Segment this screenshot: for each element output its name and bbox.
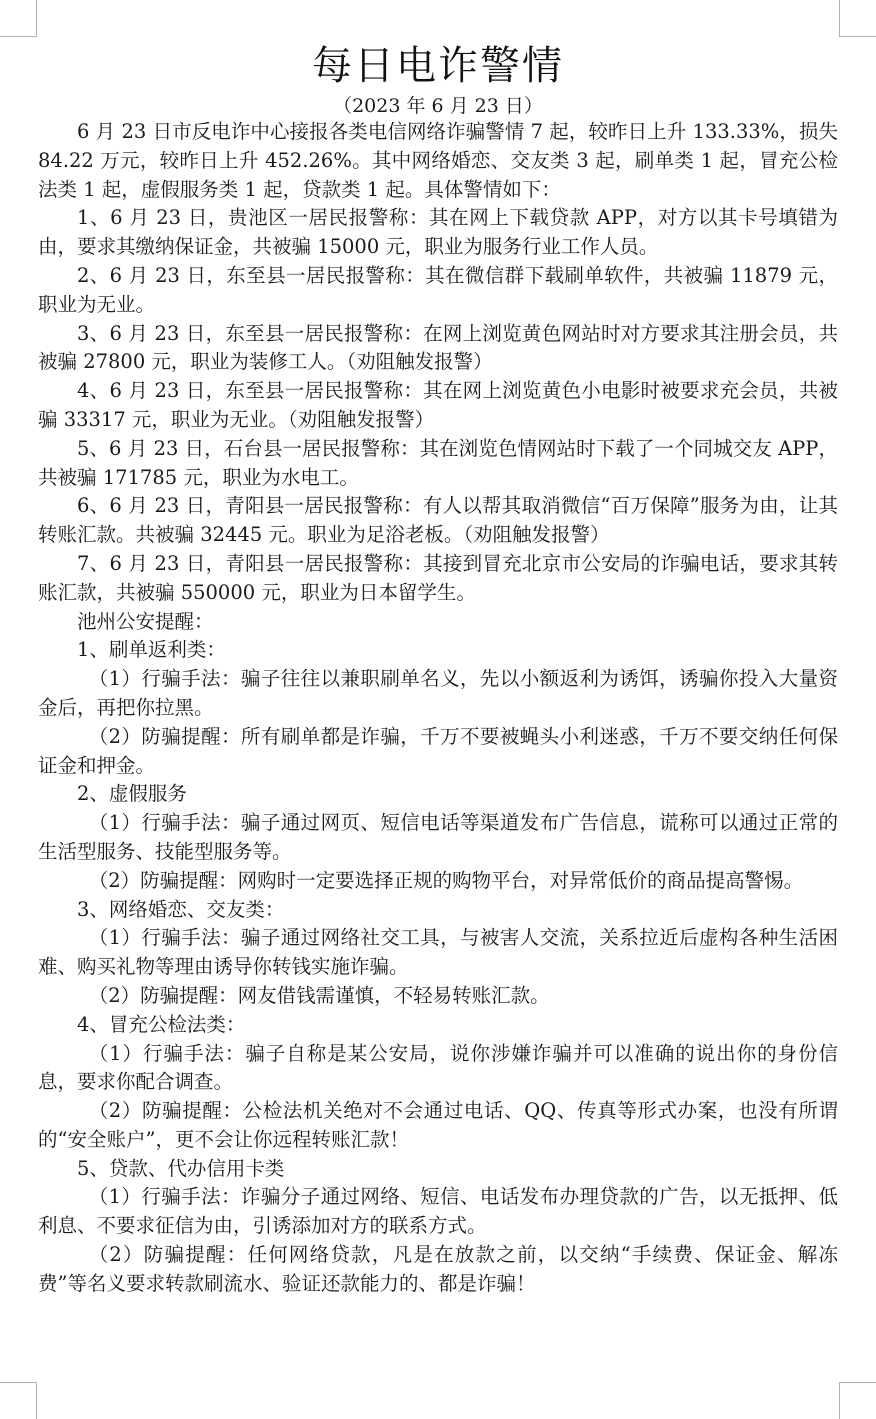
case-item: 5、6 月 23 日，石台县一居民报警称：其在浏览色情网站时下载了一个同城交友 APP，共被骗 171785 元，职业为水电工。 — [38, 436, 838, 489]
tip-heading: 2、虚假服务 — [77, 782, 187, 806]
tip-heading: 3、网络婚恋、交友类： — [77, 897, 285, 921]
tip-method: （1）行骗手法：诈骗分子通过网络、短信、电话发布办理贷款的广告，以无抵押、低利息、不要求征信为由，引诱添加对方的联系方式。 — [38, 1185, 838, 1238]
tip-heading: 1、刷单返利类： — [77, 638, 226, 662]
crop-mark-bottom-right — [839, 1382, 876, 1419]
tip-advice: （2）防骗提醒：公检法机关绝对不会通过电话、QQ、传真等形式办案，也没有所谓的“安全账户”，更不会让你远程转账汇款！ — [38, 1099, 838, 1151]
crop-mark-top-right — [839, 0, 876, 37]
case-item: 3、6 月 23 日，东至县一居民报警称：在网上浏览黄色网站时对方要求其注册会员，共被骗 27800 元，职业为装修工人。（劝阻触发报警） — [38, 321, 838, 374]
case-item: 1、6 月 23 日，贵池区一居民报警称：其在网上下载贷款 APP，对方以其卡号填错为由，要求其缴纳保证金，共被骗 15000 元，职业为服务行业工作人员。 — [38, 206, 838, 259]
tip-advice: （2）防骗提醒：网友借钱需谨慎，不轻易转账汇款。 — [88, 983, 550, 1007]
crop-mark-top-left — [0, 0, 37, 37]
reminder-heading: 池州公安提醒： — [77, 609, 214, 633]
document-body — [38, 118, 838, 1299]
case-item: 7、6 月 23 日，青阳县一居民报警称：其接到冒充北京市公安局的诈骗电话，要求其转账汇款，共被骗 550000 元，职业为日本留学生。 — [38, 551, 838, 604]
document-title: 每日电诈警情 — [312, 43, 564, 89]
case-item: 2、6 月 23 日，东至县一居民报警称：其在微信群下载刷单软件，共被骗 11879 元，职业为无业。 — [38, 263, 838, 316]
case-item: 4、6 月 23 日，东至县一居民报警称：其在网上浏览黄色小电影时被要求充会员，共被骗 33317 元，职业为无业。（劝阻触发报警） — [38, 379, 838, 431]
tip-heading: 5、贷款、代办信用卡类 — [77, 1156, 285, 1180]
tip-heading: 4、冒充公检法类： — [77, 1012, 246, 1036]
tip-method: （1）行骗手法：骗子通过网页、短信电话等渠道发布广告信息，谎称可以通过正常的生活型服务、技能型服务等。 — [38, 811, 838, 863]
tip-advice: （2）防骗提醒：所有刷单都是诈骗，千万不要被蝇头小利迷惑，千万不要交纳任何保证金和押金。 — [38, 724, 838, 777]
summary-paragraph: 6 月 23 日市反电诈中心接报各类电信网络诈骗警情 7 起，较昨日上升 133.33%，损失 84.22 万元，较昨日上升 452.26%。其中网络婚恋、交友类 3 起，刷单类 1 起，冒充公检法类 1 起，虚假服务类 1 起，贷款类 1 起。具体警情如下： — [38, 120, 838, 201]
tip-advice: （2）防骗提醒：任何网络贷款，凡是在放款之前，以交纳“手续费、保证金、解冻费”等名义要求转款刷流水、验证还款能力的、都是诈骗！ — [38, 1243, 838, 1295]
crop-mark-bottom-left — [0, 1382, 37, 1419]
tip-method: （1）行骗手法：骗子自称是某公安局，说你涉嫌诈骗并可以准确的说出你的身份信息，要求你配合调查。 — [38, 1041, 838, 1094]
case-item: 6、6 月 23 日，青阳县一居民报警称：有人以帮其取消微信“百万保障”服务为由，让其转账汇款。共被骗 32445 元。职业为足浴老板。（劝阻触发报警） — [38, 494, 838, 547]
document-date: （2023 年 6 月 23 日） — [333, 95, 543, 117]
tip-method: （1）行骗手法：骗子通过网络社交工具，与被害人交流，关系拉近后虚构各种生活困难、购买礼物等理由诱导你转钱实施诈骗。 — [38, 926, 838, 979]
tip-advice: （2）防骗提醒：网购时一定要选择正规的购物平台，对异常低价的商品提高警惕。 — [88, 868, 804, 892]
tip-method: （1）行骗手法：骗子往往以兼职刷单名义，先以小额返利为诱饵，诱骗你投入大量资金后，再把你拉黑。 — [38, 667, 838, 719]
